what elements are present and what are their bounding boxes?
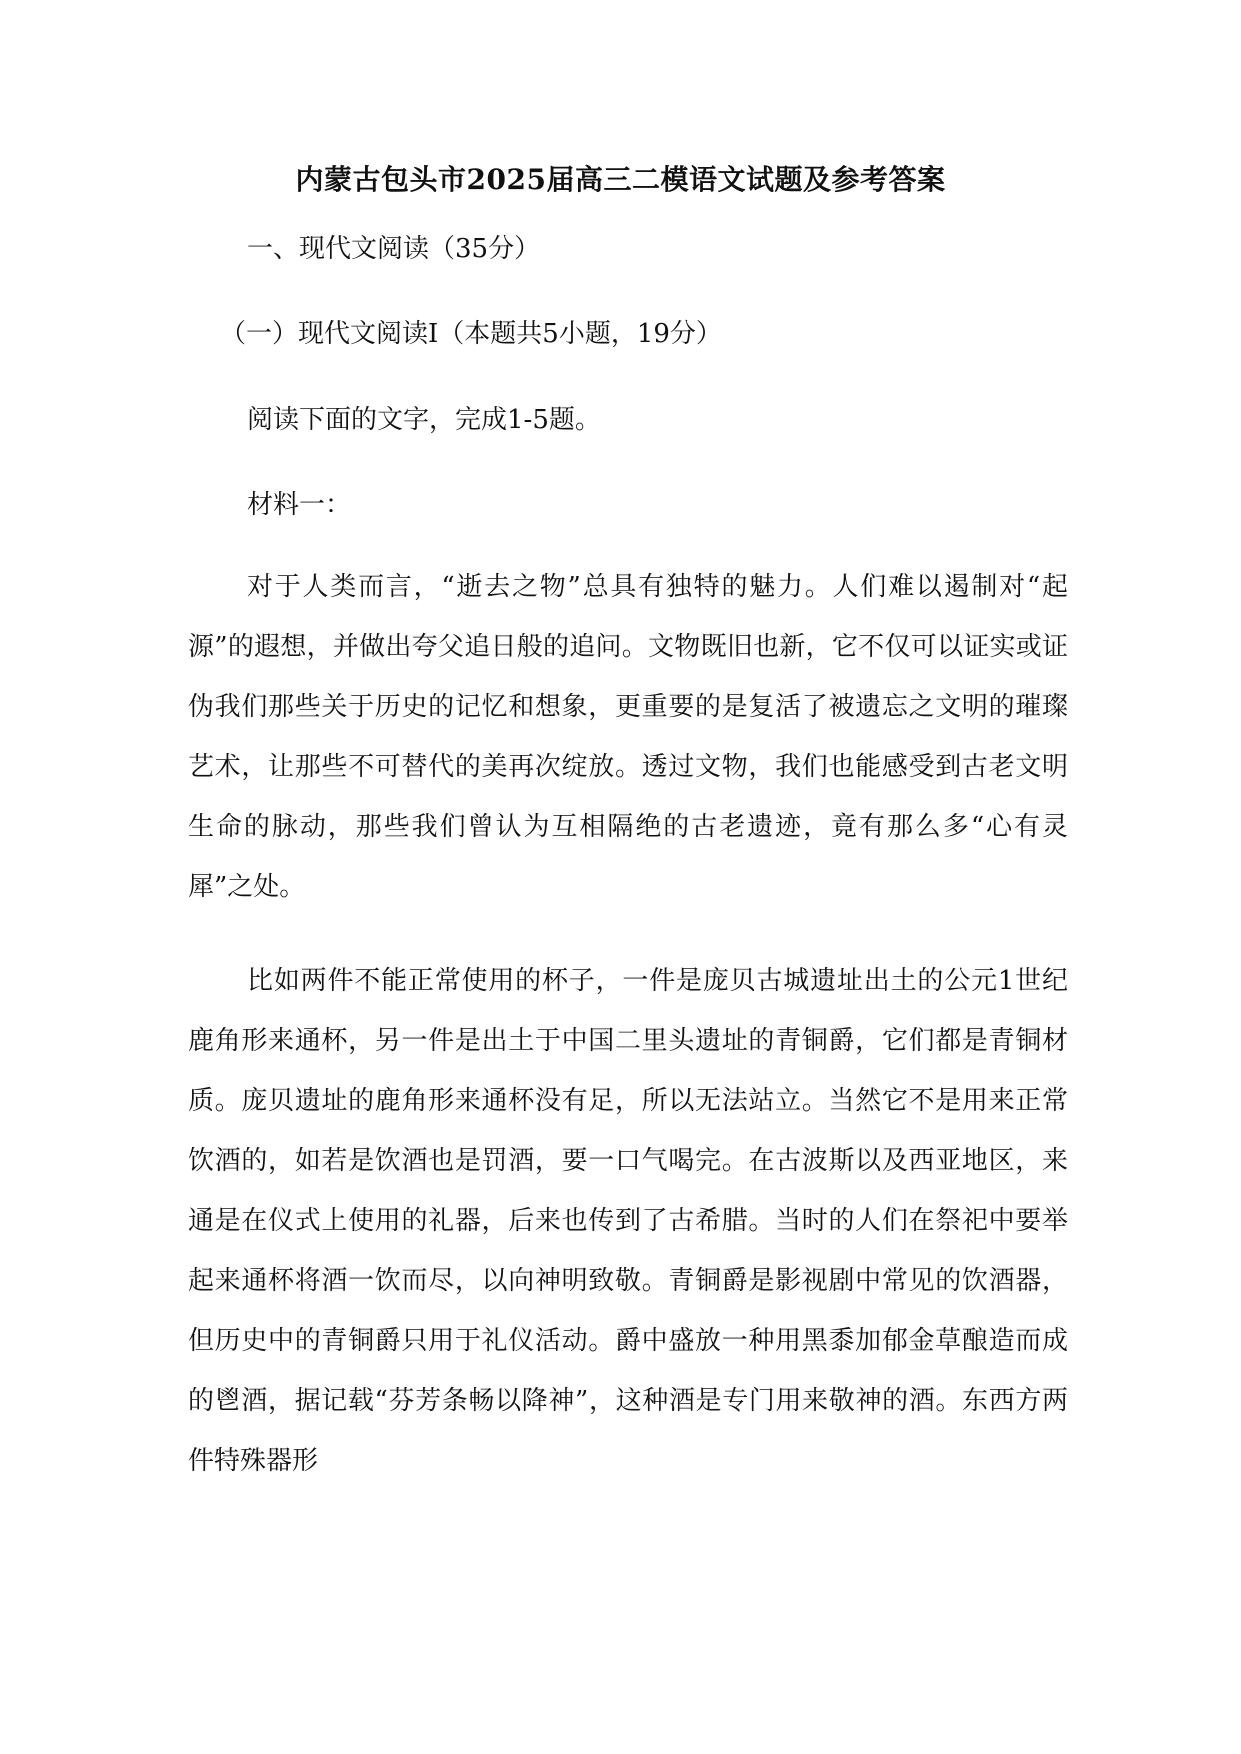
paragraph-1: 对于人类而言，“逝去之物”总具有独特的魅力。人们难以遏制对“起源”的遐想，并做出夸父追日般的追问。文物既旧也新，它不仅可以证实或证伪我们那些关于历史的记忆和想象，更重要的是复活了被遗忘之文明的璀璨艺术，让那些不可替代的美再次绽放。透过文物，我们也能感受到古老文明生命的脉动，那些我们曾认为互相隔绝的古老遗迹，竟有那么多“心有灵犀”之处。 (188, 572, 1068, 902)
subsection-heading: （一）现代文阅读Ⅰ（本题共5小题，19分） (220, 319, 722, 349)
paragraph-2: 比如两件不能正常使用的杯子，一件是庞贝古城遗址出土的公元1世纪鹿角形来通杯，另一件是出土于中国二里头遗址的青铜爵，它们都是青铜材质。庞贝遗址的鹿角形来通杯没有足，所以无法站立。当然它不是用来正常饮酒的，如若是饮酒也是罚酒，要一口气喝完。在古波斯以及西亚地区，来通是在仪式上使用的礼器，后来也传到了古希腊。当时的人们在祭祀中要举起来通杯将酒一饮而尽，以向神明致敬。青铜爵是影视剧中常见的饮酒器，但历史中的青铜爵只用于礼仪活动。爵中盛放一种用黑黍加郁金草酿造而成的鬯酒，据记载“芬芳条畅以降神”，这种酒是专门用来敬神的酒。东西方两件特殊器形 (188, 966, 1068, 1476)
material-label: 材料一： (247, 490, 352, 520)
reading-instruction: 阅读下面的文字，完成1-5题。 (247, 405, 601, 435)
document-title: 内蒙古包头市2025届高三二模语文试题及参考答案 (295, 163, 946, 196)
section-heading: 一、现代文阅读（35分） (247, 234, 541, 264)
